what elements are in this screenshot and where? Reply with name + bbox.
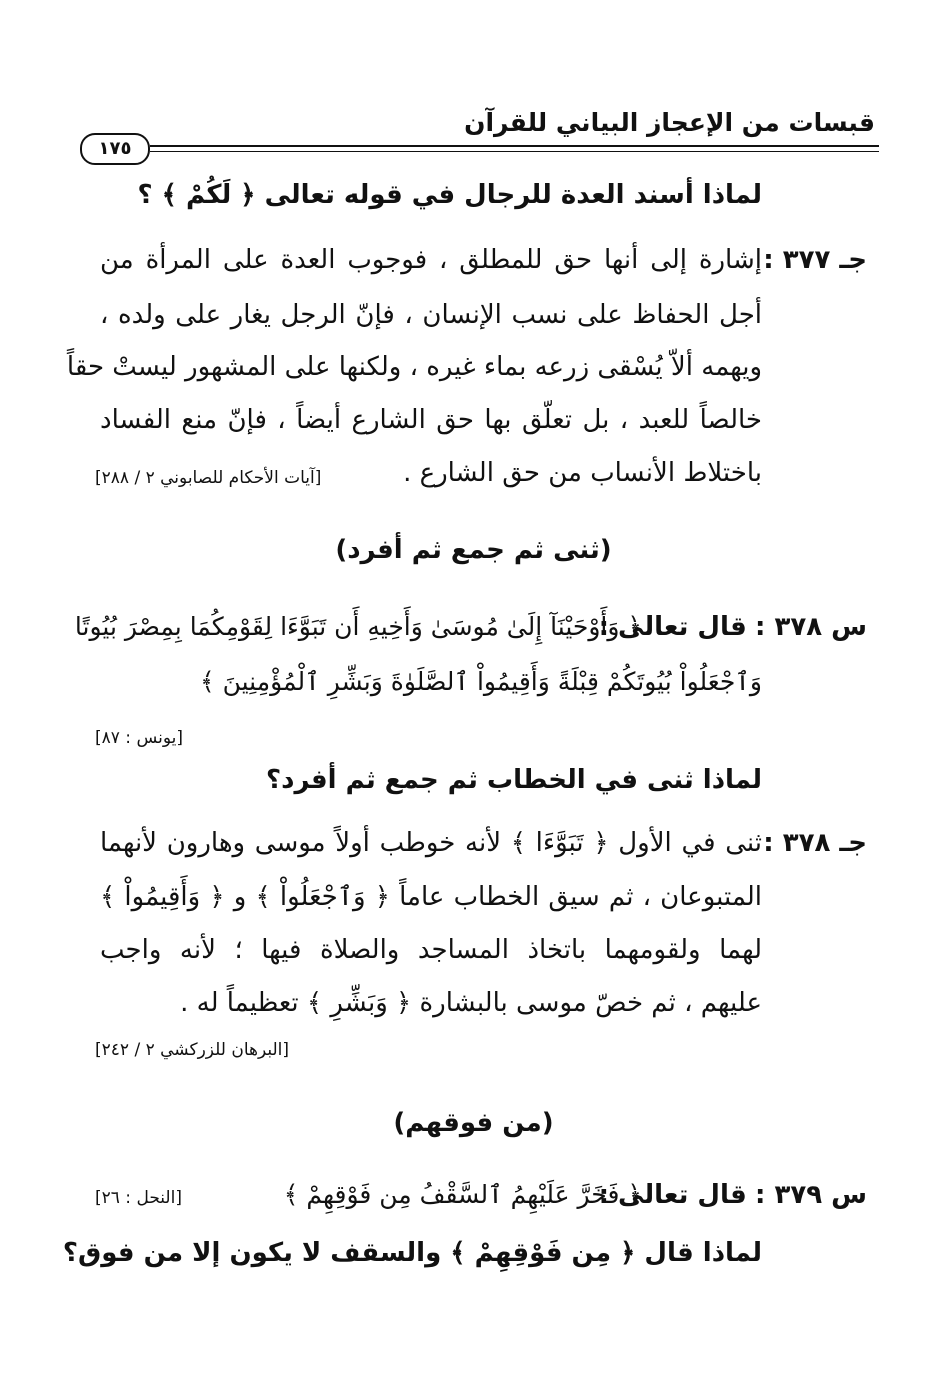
- question-378-text: لماذا ثنى في الخطاب ثم جمع ثم أفرد؟: [266, 765, 762, 795]
- page-number-badge: ١٧٥: [80, 133, 150, 165]
- answer-377-line-3: ويهمه ألاّ يُسْقى زرعه بماء غيره ، ولكنها على المشهور ليستْ حقاً: [66, 352, 762, 382]
- answer-377-label: [763, 245, 867, 275]
- answer-377-line-2: أجل الحفاظ على نسب الإنسان ، فإنّ الرجل يغار على ولده ،: [100, 300, 762, 330]
- running-header-title: قبسات من الإعجاز البياني للقرآن: [464, 108, 875, 137]
- answer-378-label-row: [763, 828, 867, 858]
- verse-379-reference: [النحل : ٢٦]: [95, 1188, 182, 1208]
- answer-377-line-4: خالصاً للعبد ، بل تعلّق بها حق الشارع أيضاً ، فإنّ منع الفساد: [100, 405, 762, 435]
- verse-378-line-1: ﴿ وَأَوْحَيْنَآ إِلَىٰ مُوسَىٰ وَأَخِيهِ أَن تَبَوَّءَا لِقَوْمِكُمَا بِمِصْرَ بُيُوتًا: [74, 612, 642, 641]
- answer-377-line-5: باختلاط الأنساب من حق الشارع .: [403, 458, 762, 488]
- question-label: س ٣٧٩ :: [755, 1180, 867, 1210]
- question-intro: قال تعالى :: [598, 1180, 747, 1210]
- answer-378-line-4: عليهم ، ثم خصّ موسى بالبشارة ﴿ وَبَشِّرِ ﴾ تعظيماً له .: [180, 988, 762, 1018]
- answer-label: جـ ٣٧٧ :: [763, 245, 867, 275]
- verse-378-reference: [يونس : ٨٧]: [95, 728, 183, 748]
- question-iddah: لماذا أسند العدة للرجال في قوله تعالى ﴿ لَكُمْ ﴾ ؟: [137, 180, 762, 210]
- section-heading-thanna: (ثنى ثم جمع ثم أفرد): [335, 535, 612, 565]
- answer-378-line-1: ثنى في الأول ﴿ تَبَوَّءَا ﴾ لأنه خوطب أولاً موسى وهارون لأنهما: [100, 828, 762, 858]
- answer-377-reference: [آيات الأحكام للصابوني ٢ / ٢٨٨]: [95, 468, 322, 488]
- question-intro: قال تعالى :: [598, 612, 747, 642]
- question-379-text: لماذا قال ﴿ مِن فَوْقِهِمْ ﴾ والسقف لا يكون إلا من فوق؟: [62, 1238, 762, 1268]
- answer-label: جـ ٣٧٨ :: [763, 828, 867, 858]
- answer-377-line-1: إشارة إلى أنها حق للمطلق ، فوجوب العدة على المرأة من: [100, 245, 762, 275]
- header-rule: [150, 145, 879, 147]
- verse-379: ﴿ فَخَرَّ عَلَيْهِمُ ٱلسَّقْفُ مِن فَوْقِهِمْ ﴾: [283, 1180, 642, 1209]
- answer-378-line-3: لهما ولقومهما باتخاذ المساجد والصلاة فيها ؛ لأنه واجب: [100, 935, 762, 965]
- verse-378-line-2: وَٱجْعَلُواْ بُيُوتَكُمْ قِبْلَةً وَأَقِيمُواْ ٱلصَّلَوٰةَ وَبَشِّرِ ٱلْمُؤْمِنِينَ ﴾: [200, 667, 762, 696]
- question-label: س ٣٧٨ :: [755, 612, 867, 642]
- section-heading-min-fawqihim: (من فوقهم): [393, 1108, 554, 1138]
- header-rule-thin: [150, 151, 879, 152]
- answer-378-line-2: المتبوعان ، ثم سيق الخطاب عاماً ﴿ وَٱجْعَلُواْ ﴾ و ﴿ وَأَقِيمُواْ ﴾: [100, 882, 762, 912]
- answer-378-reference: [البرهان للزركشي ٢ / ٢٤٢]: [95, 1040, 290, 1060]
